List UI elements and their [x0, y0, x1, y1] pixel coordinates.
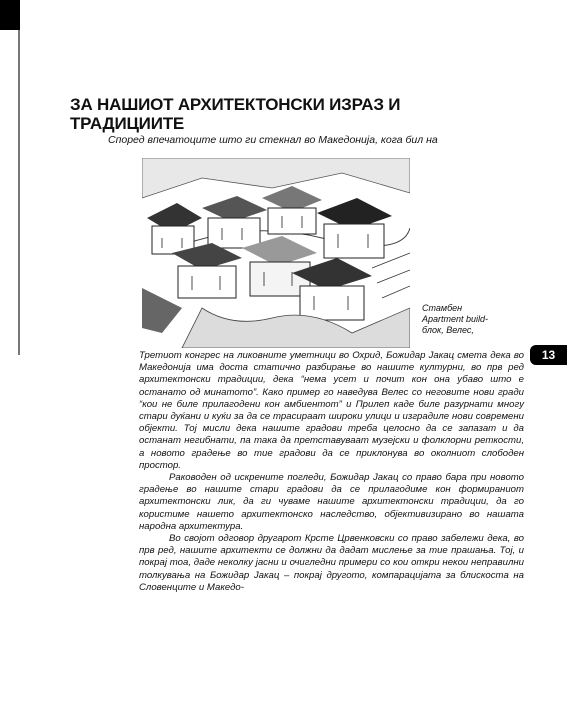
article-subtitle: Според впечатоците што ги стекнал во Македонија, кога бил на — [108, 134, 438, 146]
caption-line-3: блок, Велес, — [422, 325, 474, 335]
margin-rule — [18, 30, 20, 355]
paragraph-2: Раководен од искрените погледи, Божидар Јакац со право бара при новото градење во нашите стари градови да се прилагодиме кон формираниот архитектонски лик, да ги чуваме нашите архитектонски традиции, да го користиме нашето архитектонско наследство, објективизирано во нашата народна архитектура. — [139, 472, 524, 532]
corner-marker — [0, 0, 20, 30]
caption-line-2: Apartment build- — [422, 314, 489, 324]
town-sketch-illustration — [142, 158, 410, 348]
article-title: ЗА НАШИОТ АРХИТЕКТОНСКИ ИЗРАЗ И ТРАДИЦИИТЕ — [70, 95, 401, 133]
illustration-caption — [422, 303, 532, 336]
page-number-badge: 13 — [530, 345, 567, 365]
paragraph-3: Во својот одговор другарот Крсте Црвенковски со право забележи дека, во прв ред, нашите архитекти се должни да дадат мислење за тие прашања. Тој, и покрај тоа, даде неколку јасни и очигледни примери со кои откри некои неправилни толкувања на Божидар Јакац – покрај другото, компарацијата за блискоста на Словенците и Македо- — [139, 533, 524, 593]
article-body — [139, 350, 524, 594]
caption-line-1: Стамбен — [422, 303, 463, 313]
paragraph-1: Третиот конгрес на ликовните уметници во Охрид, Божидар Јакац смета дека во Македонија има доста статично разбирање во нашите културни, во прв ред архитектонски традиции, дека “нема усет и почит кон она убаво што е останато од минатото”. Како пример го наведува Велес со неговите нови гради “кои не биле прилагодени кон амбиентот” и Прилеп каде биле разурнати многу стари дуќани и куќи за да се трасираат широки улици и изградиле нови современи објекти. Тој мисли дека нашите градови треба целосно да се запазат и да останат негибнати, па така да претставуваат музејски и фолклорни реткости, а новото градење во тие градови да се приклонува во околниот слободен простор. — [139, 350, 524, 471]
